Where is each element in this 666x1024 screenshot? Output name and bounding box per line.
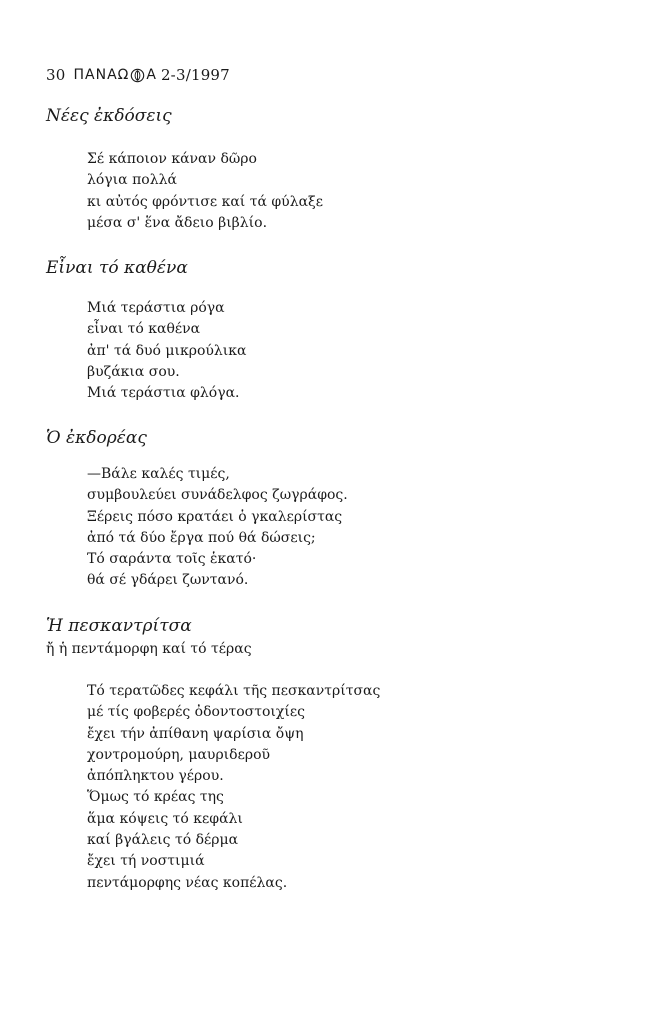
poem-line: λόγια πολλά — [87, 172, 177, 189]
poem-line: ἔχει τήν ἀπίθανη ψαρίσια ὄψη — [87, 725, 304, 742]
poem-line: συμβουλεύει συνάδελφος ζωγράφος. — [87, 487, 348, 504]
journal-name-suffix: Α — [146, 67, 157, 83]
poem-line: ἀπ' τά δυό μικρούλικα — [87, 342, 247, 359]
poem-line: Ξέρεις πόσο κρατάει ὁ γκαλερίστας — [87, 508, 343, 525]
poem-line: βυζάκια σου. — [87, 363, 180, 380]
poem-title: Ὁ ἐκδορέας — [46, 428, 147, 448]
poem-line: Τό τερατῶδες κεφάλι τῆς πεσκαντρίτσας — [87, 683, 381, 699]
poem-line: ἀπό τά δύο ἔργα πού θά δώσεις; — [87, 529, 316, 546]
poem-line: Τό σαράντα τοῖς ἑκατό· — [87, 551, 257, 568]
poem-line: ἅμα κόψεις τό κεφάλι — [87, 810, 243, 827]
poem-line: χοντρομούρη, μαυριδεροῦ — [87, 746, 271, 763]
running-header — [46, 66, 230, 84]
poem-line: —Βάλε καλές τιμές, — [87, 466, 230, 482]
poem-body — [87, 464, 348, 592]
poem-line: ἀπόπληκτου γέρου. — [87, 768, 224, 785]
poem-line: εἶναι τό καθένα — [87, 321, 201, 338]
poem-title: Εἶναι τό καθένα — [46, 258, 188, 278]
poem-line: πεντάμορφης νέας κοπέλας. — [87, 874, 288, 891]
poem-line: Σέ κάποιον κάναν δῶρο — [87, 151, 257, 167]
poem-title: Ἡ πεσκαντρίτσα — [46, 616, 192, 636]
poem-body — [87, 149, 323, 234]
poem-line: μέσα σ' ἕνα ἄδειο βιβλίο. — [87, 214, 268, 231]
poem-line: θά σέ γδάρει ζωντανό. — [87, 572, 249, 589]
poem-line: καί βγάλεις τό δέρμα — [87, 832, 239, 849]
poem-body — [87, 681, 380, 894]
poem-title: Νέες ἐκδόσεις — [46, 106, 172, 126]
poem-line: ἔχει τή νοστιμιά — [87, 853, 205, 870]
issue-number: 2-3/1997 — [160, 66, 230, 84]
poem-line: κι αὐτός φρόντισε καί τά φύλαξε — [87, 193, 323, 210]
poem-body — [87, 298, 247, 404]
page-number: 30 — [46, 66, 66, 84]
poem-subtitle: ἤ ἡ πεντάμορφη καί τό τέρας — [46, 641, 252, 657]
poem-line: μέ τίς φοβερές ὀδοντοστοιχίες — [87, 704, 305, 721]
journal-name-prefix: ΠΑΝΑΩ — [73, 67, 130, 83]
poem-line: Ὅμως τό κρέας της — [87, 789, 224, 806]
poem-line: Μιά τεράστια ρόγα — [87, 300, 225, 316]
journal-logo-icon — [130, 68, 145, 83]
poem-line: Μιά τεράστια φλόγα. — [87, 385, 240, 402]
